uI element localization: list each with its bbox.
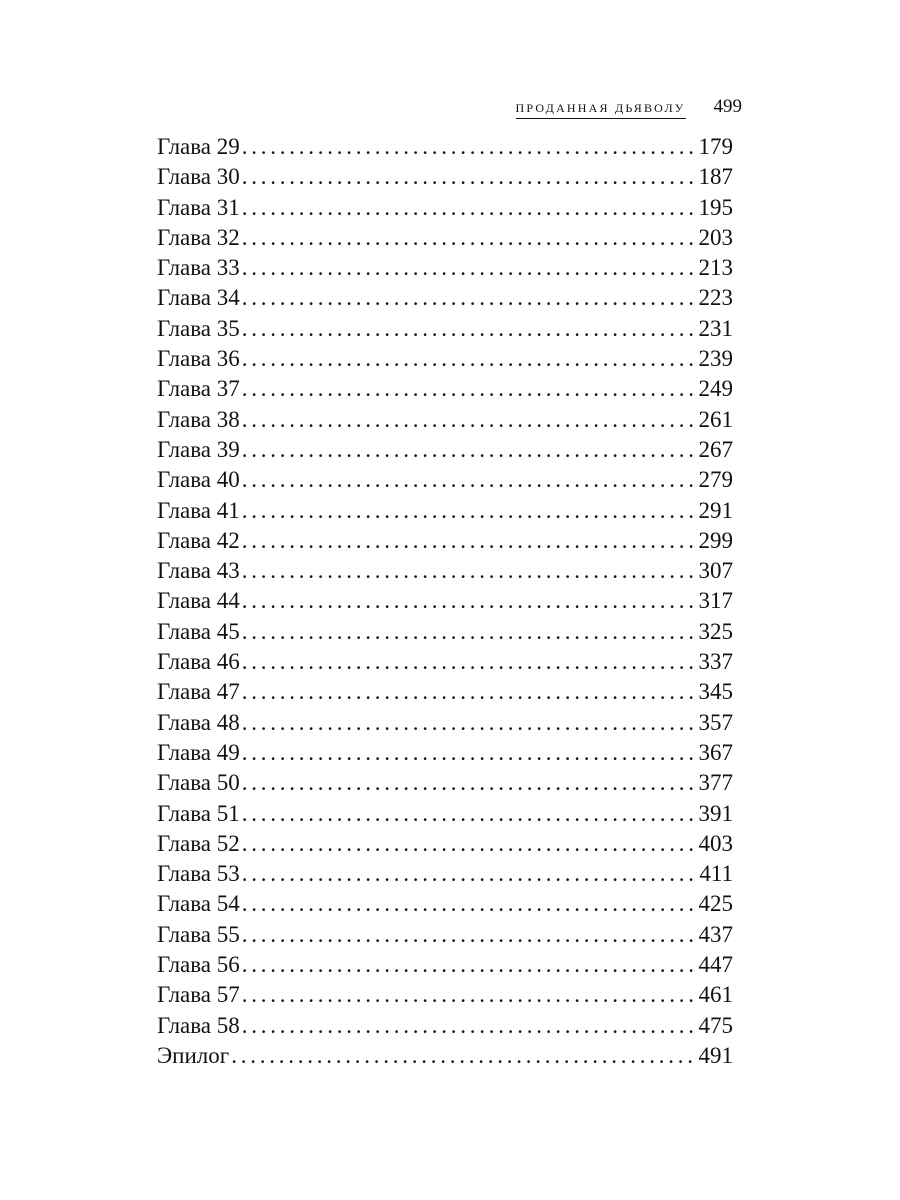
toc-entry-label: Глава 36 [157,346,240,372]
toc-entry[interactable] [157,1011,733,1041]
toc-entry-page-number: 317 [698,588,733,614]
toc-entry-page-number: 249 [698,376,733,402]
toc-entry-label: Глава 31 [157,194,240,220]
page-number: 499 [713,96,742,117]
toc-entry-page-number: 491 [698,1042,733,1068]
toc-entry-page-number: 425 [698,891,733,917]
toc-entry-label: Глава 43 [157,558,240,584]
toc-entry-page-number: 267 [698,436,733,462]
toc-entry-page-number: 291 [698,497,733,523]
toc-entry-label: Глава 35 [157,315,240,341]
dot-leader [242,829,693,859]
toc-entry-page-number: 203 [698,224,733,250]
toc-entry-page-number: 391 [698,800,733,826]
toc-entry-label: Глава 54 [157,891,240,917]
toc-entry-label: Глава 51 [157,800,240,826]
dot-leader [242,162,693,192]
toc-entry[interactable] [157,889,733,919]
toc-entry-label: Глава 47 [157,679,240,705]
toc-entry-page-number: 231 [698,315,733,341]
toc-entry-label: Глава 57 [157,982,240,1008]
toc-entry-label: Глава 49 [157,739,240,765]
toc-entry-page-number: 437 [698,921,733,947]
toc-entry-page-number: 367 [698,739,733,765]
toc-entry-page-number: 345 [698,679,733,705]
toc-entry-page-number: 307 [698,558,733,584]
toc-entry[interactable] [157,677,733,707]
toc-entry-label: Глава 48 [157,709,240,735]
dot-leader [242,193,693,223]
toc-entry-label: Глава 55 [157,921,240,947]
dot-leader [242,556,693,586]
toc-entry-page-number: 179 [698,134,733,159]
toc-entry-page-number: 461 [698,982,733,1008]
toc-entry-label: Глава 42 [157,527,240,553]
toc-entry-page-number: 325 [698,618,733,644]
toc-entry-page-number: 213 [698,255,733,281]
toc-entry-page-number: 403 [698,830,733,856]
toc-entry[interactable] [157,344,733,374]
dot-leader [242,799,693,829]
dot-leader [242,738,693,768]
toc-entry[interactable] [157,1041,733,1071]
toc-entry-page-number: 377 [698,770,733,796]
toc-entry[interactable] [157,859,733,889]
dot-leader [242,374,693,404]
toc-entry[interactable] [157,829,733,859]
toc-entry[interactable] [157,405,733,435]
toc-entry-label: Глава 37 [157,376,240,402]
toc-entry-page-number: 195 [698,194,733,220]
toc-entry-label: Глава 39 [157,436,240,462]
toc-entry[interactable] [157,647,733,677]
dot-leader [242,465,693,495]
toc-entry[interactable] [157,162,733,192]
toc-entry[interactable] [157,586,733,616]
toc-entry[interactable] [157,617,733,647]
toc-entry[interactable] [157,920,733,950]
toc-entry-label: Глава 53 [157,861,240,887]
toc-entry[interactable] [157,435,733,465]
dot-leader [242,283,693,313]
dot-leader [231,1041,692,1071]
toc-entry-page-number: 337 [698,649,733,675]
dot-leader [242,950,693,980]
toc-entry-page-number: 239 [698,346,733,372]
dot-leader [242,768,693,798]
toc-entry-page-number: 357 [698,709,733,735]
dot-leader [242,677,693,707]
toc-entry[interactable] [157,708,733,738]
dot-leader [242,344,693,374]
toc-entry[interactable] [157,465,733,495]
toc-entry-label: Глава 29 [157,134,240,159]
dot-leader [242,253,693,283]
toc-entry-page-number: 447 [698,952,733,978]
toc-entry[interactable] [157,526,733,556]
toc-entry[interactable] [157,283,733,313]
dot-leader [242,405,693,435]
dot-leader [242,586,693,616]
toc-entry-label: Глава 40 [157,467,240,493]
dot-leader [242,980,693,1010]
dot-leader [242,708,693,738]
toc-entry-page-number: 187 [698,164,733,190]
toc-entry-label: Глава 50 [157,770,240,796]
dot-leader [242,920,693,950]
dot-leader [242,496,693,526]
toc-entry-label: Глава 33 [157,255,240,281]
dot-leader [242,132,693,162]
toc-entry-label: Глава 58 [157,1012,240,1038]
toc-entry[interactable] [157,132,733,162]
toc-entry-page-number: 261 [698,406,733,432]
dot-leader [242,889,693,919]
toc-entry-page-number: 299 [698,527,733,553]
toc-entry[interactable] [157,193,733,223]
dot-leader [242,617,693,647]
toc-entry[interactable] [157,950,733,980]
table-of-contents [157,132,733,1071]
dot-leader [242,526,693,556]
toc-entry-label: Глава 34 [157,285,240,311]
toc-entry-label: Глава 56 [157,952,240,978]
running-head [516,96,742,119]
dot-leader [242,859,694,889]
toc-entry[interactable] [157,556,733,586]
toc-entry[interactable] [157,768,733,798]
dot-leader [242,647,693,677]
toc-entry-label: Глава 44 [157,588,240,614]
toc-entry[interactable] [157,799,733,829]
toc-entry-page-number: 279 [698,467,733,493]
toc-entry-label: Глава 38 [157,406,240,432]
toc-entry-label: Эпилог [157,1042,230,1068]
toc-entry-page-number: 223 [698,285,733,311]
toc-entry-label: Глава 30 [157,164,240,190]
toc-entry-label: Глава 52 [157,830,240,856]
toc-entry[interactable] [157,253,733,283]
toc-entry[interactable] [157,496,733,526]
toc-entry[interactable] [157,314,733,344]
toc-entry[interactable] [157,980,733,1010]
toc-entry-label: Глава 45 [157,618,240,644]
toc-entry-label: Глава 32 [157,224,240,250]
toc-entry-page-number: 475 [698,1012,733,1038]
toc-entry-page-number: 411 [699,861,733,887]
dot-leader [242,1011,693,1041]
dot-leader [242,314,693,344]
toc-entry[interactable] [157,223,733,253]
book-title: ПРОДАННАЯ ДЬЯВОЛУ [516,101,686,119]
dot-leader [242,223,693,253]
toc-entry[interactable] [157,374,733,404]
toc-entry[interactable] [157,738,733,768]
toc-entry-label: Глава 46 [157,649,240,675]
dot-leader [242,435,693,465]
toc-entry-label: Глава 41 [157,497,240,523]
